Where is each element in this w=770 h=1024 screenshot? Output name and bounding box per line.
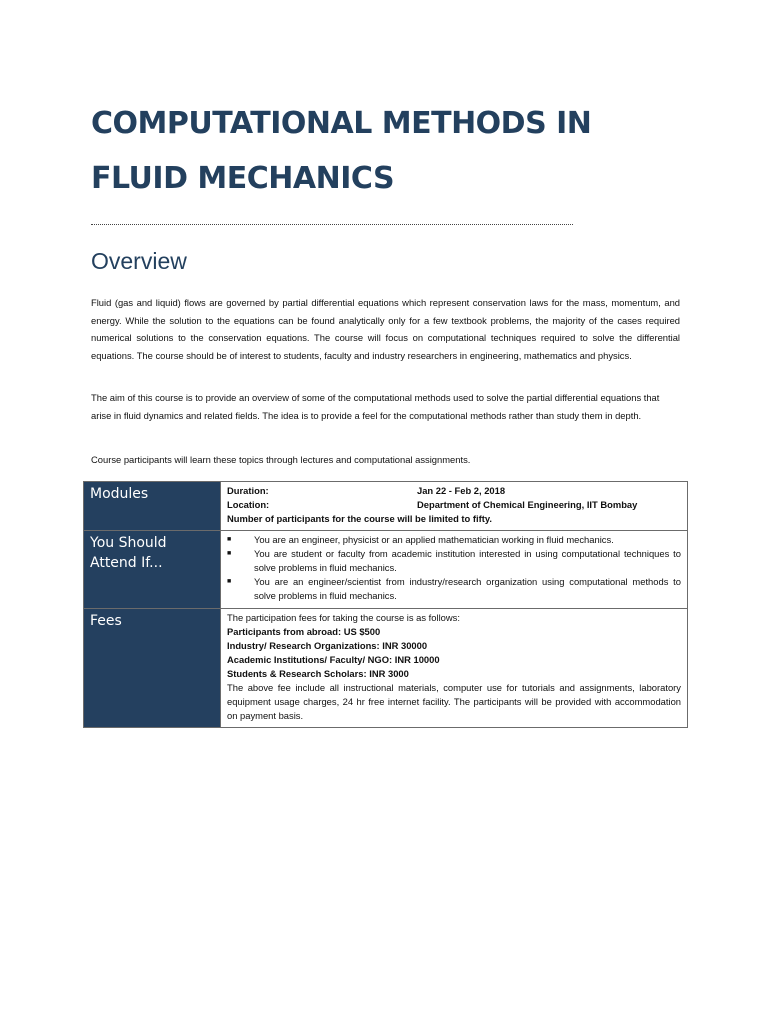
attend-item-text: You are student or faculty from academic institution interested in using computational techniques to solve problems in fluid mechanics. xyxy=(254,548,681,573)
fees-content xyxy=(221,609,688,728)
attend-list xyxy=(227,533,681,603)
fees-note: The above fee include all instructional materials, computer use for tutorials and assignments, laboratory equipment usage charges, 24 hr free internet facility. The participants will be provided with accommodation on payment basis. xyxy=(227,682,681,721)
overview-paragraph-1: Fluid (gas and liquid) flows are governed by partial differential equations which represent conservation laws for the mass, momentum, and energy. While the solution to the equations can be found analytically only for a few textbook problems, the majority of the cases required numerical solutions to the conservation equations. The course will focus on computational techniques required to solve the differential equations. The course should be of interest to students, faculty and industry researchers in engineering, mathematics and physics. xyxy=(91,297,680,361)
course-info-table xyxy=(83,481,688,728)
fee-line-students: Students & Research Scholars: INR 3000 xyxy=(227,668,409,679)
modules-content xyxy=(221,482,688,531)
duration-label: Duration: xyxy=(227,485,269,496)
attend-row xyxy=(84,531,688,609)
modules-label: Modules xyxy=(84,482,221,531)
fees-row xyxy=(84,609,688,728)
document-title xyxy=(91,96,691,206)
overview-paragraph-2: The aim of this course is to provide an overview of some of the computational methods used to solve the partial differential equations that arise in fluid dynamics and related fields. The idea is to provide a feel for the computational methods rather than study them in depth. xyxy=(91,392,660,421)
fees-label: Fees xyxy=(84,609,221,728)
location-label: Location: xyxy=(227,499,270,510)
attend-item-text: You are an engineer, physicist or an applied mathematician working in fluid mechanics. xyxy=(254,534,614,545)
fee-line-abroad: Participants from abroad: US $500 xyxy=(227,626,381,637)
participants-limit-note: Number of participants for the course will be limited to fifty. xyxy=(227,513,492,524)
bullet-icon: ■ xyxy=(227,550,232,557)
location-line xyxy=(227,498,681,512)
title-line-1: COMPUTATIONAL METHODS IN xyxy=(91,106,592,141)
duration-line xyxy=(227,484,681,498)
list-item xyxy=(227,547,681,575)
overview-paragraph-3: Course participants will learn these topics through lectures and computational assignments. xyxy=(91,454,471,465)
fee-line-industry: Industry/ Research Organizations: INR 30000 xyxy=(227,640,428,651)
attend-content xyxy=(221,531,688,609)
duration-value: Jan 22 - Feb 2, 2018 xyxy=(417,485,506,496)
title-line-2: FLUID MECHANICS xyxy=(91,161,395,196)
attend-label: You Should Attend If... xyxy=(84,531,221,609)
bullet-icon: ■ xyxy=(227,536,232,543)
fee-line-academic: Academic Institutions/ Faculty/ NGO: INR 10000 xyxy=(227,654,440,665)
list-item xyxy=(227,575,681,603)
attend-item-text: You are an engineer/scientist from industry/research organization using computational methods to solve problems in fluid mechanics. xyxy=(254,576,681,601)
fees-intro: The participation fees for taking the course is as follows: xyxy=(227,612,460,623)
bullet-icon: ■ xyxy=(227,578,232,585)
location-value: Department of Chemical Engineering, IIT Bombay xyxy=(417,499,638,510)
modules-row xyxy=(84,482,688,531)
overview-heading: Overview xyxy=(91,248,187,274)
dotted-divider xyxy=(91,218,573,225)
list-item xyxy=(227,533,681,547)
